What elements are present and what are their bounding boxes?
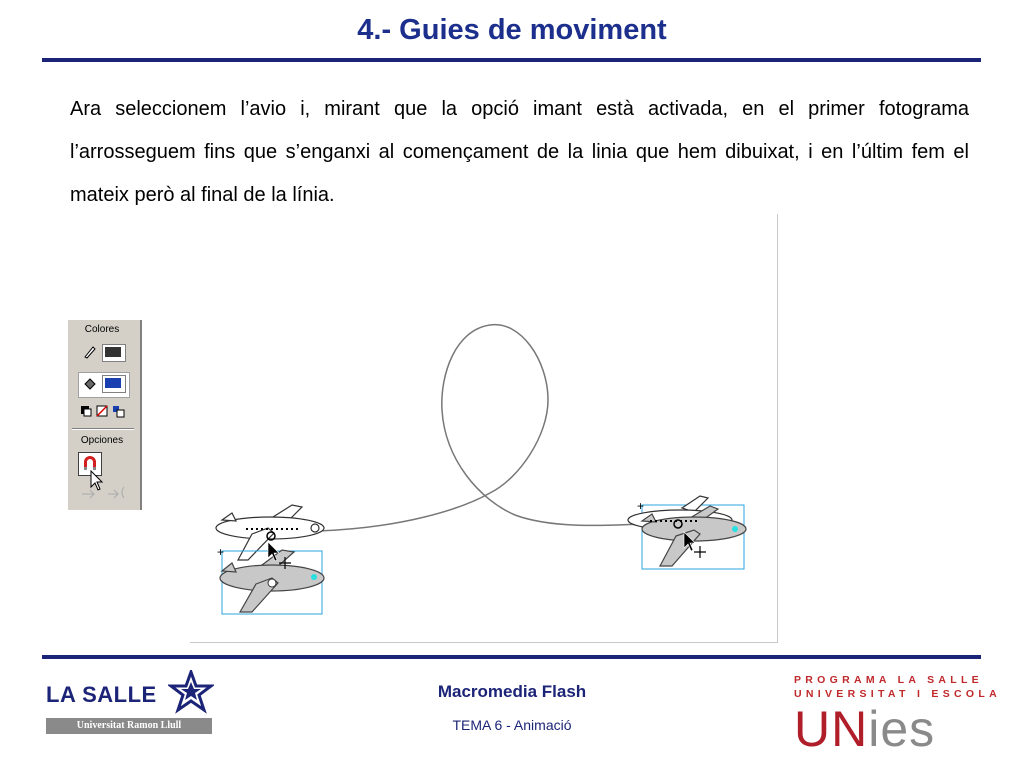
paint-bucket-icon	[82, 376, 98, 392]
tool-panel	[68, 320, 142, 510]
la-salle-subtitle: Universitat Ramon Llull	[46, 718, 212, 734]
bottom-divider	[42, 655, 981, 659]
top-divider	[42, 58, 981, 62]
unies-line-2: UNIVERSITAT I ESCOLA	[794, 688, 1001, 700]
options-label: Opciones	[80, 435, 124, 446]
body-paragraph: Ara seleccionem l’avio i, mirant que la opció imant està activada, en el primer fotograma l’arrosseguem fins que s’enganxi al començament de la linia que hem dibuixat, i en l’últim fem el mateix però al final de la línia.	[70, 98, 969, 206]
course-name: Macromedia Flash	[437, 682, 587, 701]
move-icon-right	[694, 546, 706, 558]
star-icon	[168, 670, 214, 714]
motion-guide-illustration	[190, 214, 780, 644]
svg-text:+: +	[637, 499, 645, 513]
colors-label: Colores	[84, 324, 120, 335]
slide-title: 4.- Guies de moviment	[357, 14, 667, 46]
fill-color-swatch[interactable]	[102, 375, 126, 393]
smooth-straighten-icon	[80, 484, 128, 500]
motion-guide-path	[318, 325, 640, 531]
unies-line-1: PROGRAMA LA SALLE	[794, 674, 983, 686]
topic-name: TEMA 6 - Animació	[452, 717, 572, 733]
swap-colors-icon[interactable]	[80, 404, 128, 418]
svg-text:+: +	[217, 545, 225, 559]
unies-logo	[790, 672, 1001, 757]
la-salle-wordmark: LA SALLE	[46, 682, 157, 707]
stroke-color-swatch[interactable]	[102, 344, 126, 362]
unies-wordmark: UNies	[794, 701, 936, 757]
pencil-icon	[82, 344, 98, 360]
la-salle-logo	[46, 670, 216, 740]
